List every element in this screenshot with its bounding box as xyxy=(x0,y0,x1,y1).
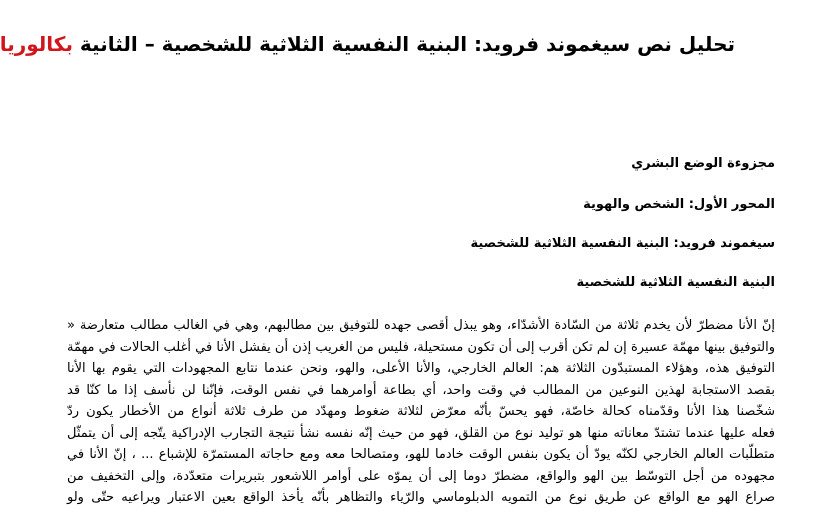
module-label: مجزوءة الوضع البشري xyxy=(631,156,775,171)
document-title-accent: بكالوريا xyxy=(0,32,73,56)
text-body-line: فعله عليها عندما تشتدّ معاناته منها هو توليد نوع من القلق، فهو من حيث إنّه نفسه نشأ نتيجة التجارب الإدراكية يتّجه إلى أن يتمثّل xyxy=(67,425,775,441)
text-body-line: متطلّبات العالم الخارجي لكنّه يودّ أن يكون بنفس الوقت خادما للهو، ومتصالحا معه ومع حاجاته المستمرّة للإشباع ... ، إنّ الأنا في xyxy=(67,447,775,462)
document-title-main: تحليل نص سيغموند فرويد: البنية النفسية الثلاثية للشخصية – الثانية xyxy=(72,32,735,56)
text-body-line: التوفيق هذه، وهؤلاء المستبدّون الثلاثة هم: العالم الخارجي، والأنا الأعلى، والهو، ونحن عندما نتابع المجهودات التي يقوم بها الأنا xyxy=(67,361,775,376)
text-title: البنية النفسية الثلاثية للشخصية xyxy=(576,275,775,290)
text-body-line: بقصد الاستجابة لهذين النوعين من المطالب في وقت واحد، أي بطاعة أوامرهما في نفس الوقت، فإنّنا لن نأسف إذا ما كنّا قد xyxy=(67,382,775,398)
document-title xyxy=(0,30,735,58)
axis-label: المحور الأول: الشخص والهوية xyxy=(583,197,775,212)
text-body-line: صراع الهو مع الواقع عن طريق نوع من التمويه الدبلوماسي والرّياء والتظاهر بأنّه يأخذ الواقع بعين الاعتبار ويراعيه حتّى ولو xyxy=(67,490,775,505)
text-body-line: والتوفيق بينها مهمّة عسيرة إن لم تكن أقرب إلى أن تكون مستحيلة، فليس من الغريب إذن أن يفشل الأنا في أغلب الحالات في مهمّة xyxy=(67,339,775,355)
text-body-line: مجهوده من أجل التوسّط بين الهو والواقع، مضطرّ دوما إلى أن يموّه على أوامر اللاشعور بتبريرات متعدّدة، وإلى التخفيف من xyxy=(67,468,775,484)
text-body-line: إنّ الأنا مضطرّ لأن يخدم ثلاثة من السّادة الأشدّاء، وهو يبذل أقصى جهده للتوفيق بين مطالبهم، وهي في الغالب مطالب متعارضة « xyxy=(67,318,775,333)
text-body xyxy=(67,315,775,509)
text-body-line: شخّصنا هذا الأنا وقدّمناه كحالة خاصّة، فهو يحسّ بأنّه معرّض لثلاثة ضغوط ومهدّد من طرف ثلاثة أنواع من الأخطار يكون ردّ xyxy=(67,404,775,419)
text-author-title: سيغموند فرويد: البنية النفسية الثلاثية للشخصية xyxy=(470,236,775,251)
